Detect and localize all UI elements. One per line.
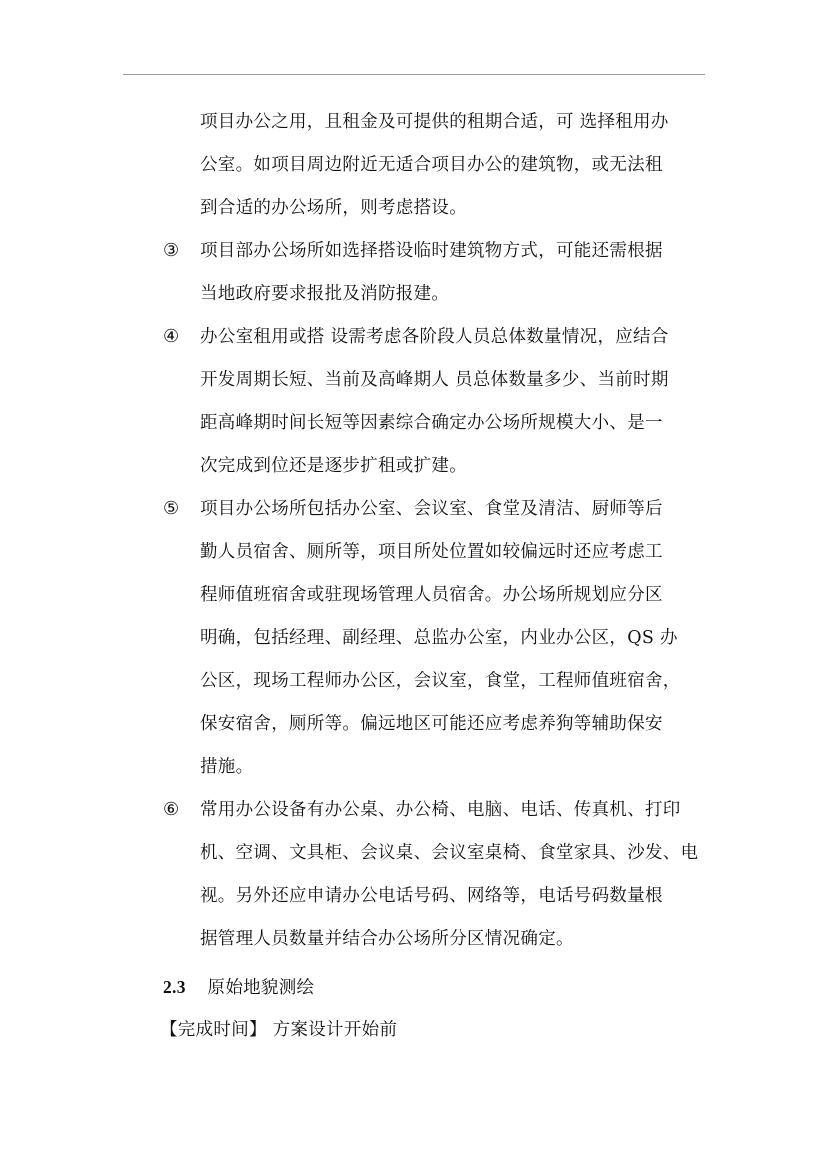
text-line: 距高峰期时间长短等因素综合确定办公场所规模大小、是一 [200,413,663,433]
text-line: 项目办公之用，且租金及可提供的租期合适，可 选择租用办 [200,112,669,132]
text-line: 常用办公设备有办公桌、办公椅、电脑、电话、传真机、打印 [200,800,681,820]
list-marker-5: ⑤ [163,498,180,519]
text-line: 明确，包括经理、副经理、总监办公室，内业办公区，QS 办 [200,628,678,648]
text-line: 办公室租用或搭 设需考虑各阶段人员总体数量情况，应结合 [200,327,669,347]
text-line: 到合适的办公场所，则考虑搭设。 [200,198,467,218]
text-line: 项目部办公场所如选择搭设临时建筑物方式，可能还需根据 [200,241,663,261]
text-line: 项目办公场所包括办公室、会议室、食堂及清洁、厨师等后 [200,499,663,519]
text-line: 公区，现场工程师办公区，会议室，食堂，工程师值班宿舍， [200,671,681,691]
text-line: 程师值班宿舍或驻现场管理人员宿舍。办公场所规划应分区 [200,585,663,605]
list-marker-4: ④ [163,326,180,347]
section-number: 2.3 [163,977,186,997]
section-heading [163,975,314,1000]
text-line: 机、空调、文具柜、会议桌、会议室桌椅、食堂家具、沙发、电 [200,843,699,863]
section-title: 原始地貌测绘 [207,978,315,998]
text-line: 公室。如项目周边附近无适合项目办公的建筑物，或无法租 [200,155,663,175]
header-rule [123,74,705,75]
text-line: 当地政府要求报批及消防报建。 [200,284,450,304]
text-line: 勤人员宿舍、厕所等，项目所处位置如较偏远时还应考虑工 [200,542,663,562]
completion-time: 【完成时间】 方案设计开始前 [160,1020,398,1040]
text-line: 保安宿舍，厕所等。偏远地区可能还应考虑养狗等辅助保安 [200,714,663,734]
text-line: 次完成到位还是逐步扩租或扩建。 [200,456,467,476]
text-line: 视。另外还应申请办公电话号码、网络等，电话号码数量根 [200,886,663,906]
text-line: 开发周期长短、当前及高峰期人 员总体数量多少、当前时期 [200,370,669,390]
text-line: 据管理人员数量并结合办公场所分区情况确定。 [200,929,574,949]
text-line: 措施。 [200,757,254,777]
list-marker-3: ③ [163,240,180,261]
list-marker-6: ⑥ [163,799,180,820]
